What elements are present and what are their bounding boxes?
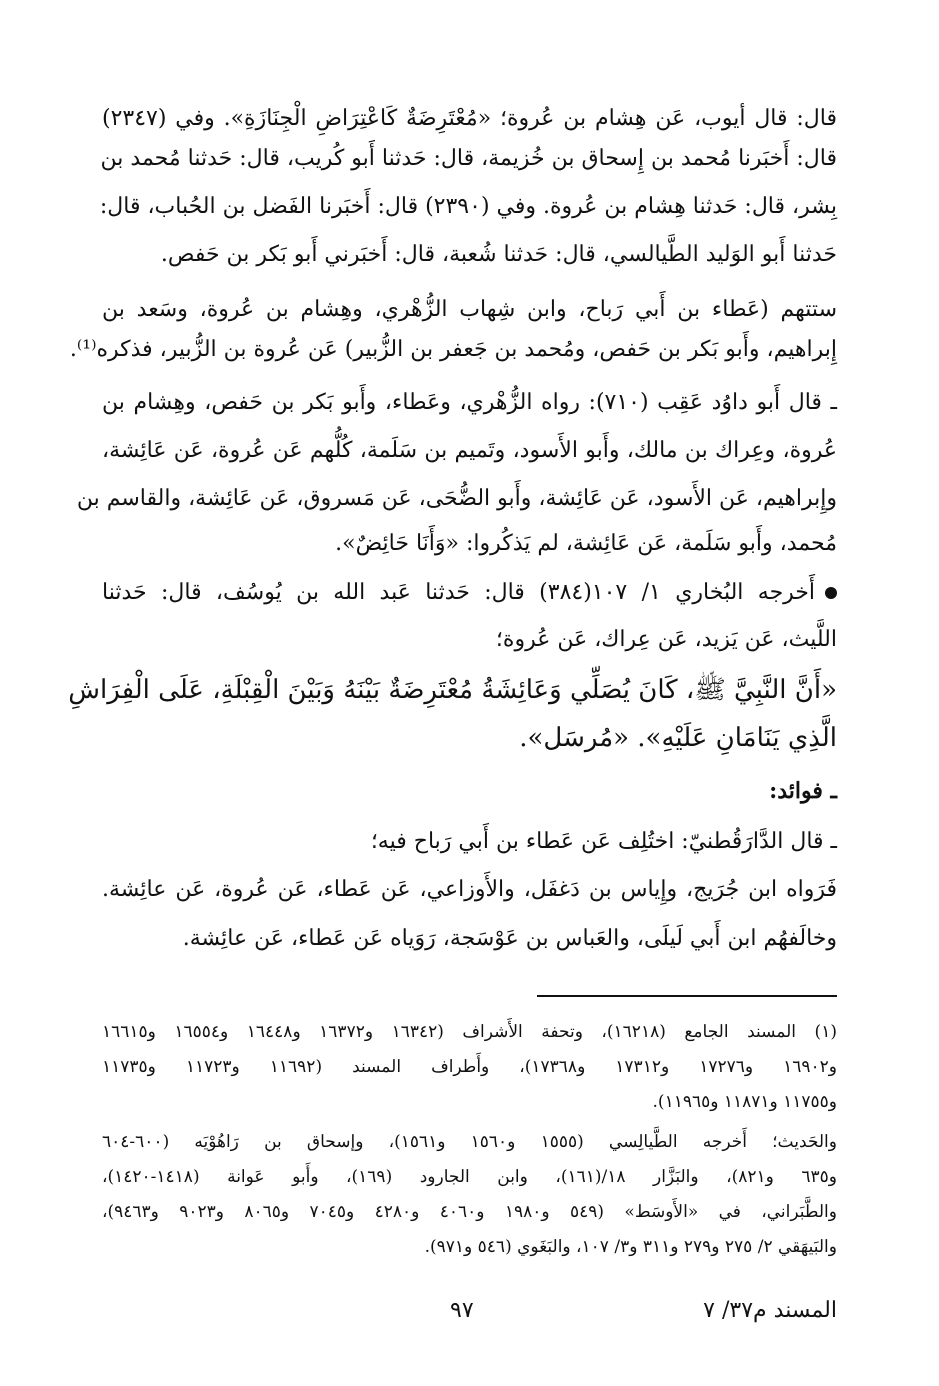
- fawaid-heading: ـ فوائد:: [769, 778, 837, 804]
- footnote-line-7: والبَيهَقي ٢/ ٢٧٥ و٢٧٩ و٣١١ و٣/ ١٠٧، والبَغَوي (٥٤٦ و٩٧١).: [424, 1237, 837, 1257]
- body-line-fawaid-2: فَرَواه ابن جُرَيج، وإِياس بن دَغفَل، والأَوزاعي، عَن عَطاء، عَن عُروة، عَن عائِشة.: [102, 877, 837, 902]
- body-line-4: حَدثنا أَبو الوَليد الطَّيالسي، قال: حَدثنا شُعبة، قال: أَخبَرني أَبو بَكر بن حَفص.: [160, 242, 837, 267]
- footnote-line-3: و١١٧٥٥ و١١٨٧١ و١١٩٦٥).: [652, 1092, 837, 1112]
- footnote-line-4: والحَديث؛ أَخرجه الطَّيالِسي (١٥٥٥ و١٥٦٠ و١٥٦١)، وإسحاق بن رَاهُوْيَه (٦٠٠-٦٠٤: [102, 1132, 837, 1152]
- body-line-3: بِشر، قال: حَدثنا هِشام بن عُروة. وفي (٢٣٩٠) قال: أَخبَرنا الفَضل بن الحُباب، قال:: [99, 194, 837, 219]
- hadith-text-line-1: «أَنَّ النَّبِيَّ ﷺ، كَانَ يُصَلِّي وَعَائِشَةُ مُعْتَرِضَةٌ بَيْنَهُ وَبَيْنَ الْقِبْلَةِ، عَلَى الْفِرَاشِ: [68, 675, 837, 705]
- body-line-1: قال: قال أيوب، عَن هِشام بن عُروة؛ «مُعْتَرِضَةٌ كَاعْتِرَاضِ الْجِنَازَةِ». وفي (٢٣٤٧): [102, 106, 837, 131]
- volume-signature: المسند م٣٧/ ٧: [703, 1298, 837, 1323]
- body-line-2: قال: أَخبَرنا مُحمد بن إِسحاق بن خُزيمة، قال: حَدثنا أَبو كُريب، قال: حَدثنا مُحمد بن: [100, 146, 837, 171]
- footnote-line-2: و١٦٩٠٢ و١٧٢٧٦ و١٧٣١٢ و١٧٣٦٨)، وأَطراف المسند (١١٦٩٢ و١١٧٢٣ و١١٧٣٥: [102, 1057, 837, 1077]
- body-line-9: وإِبراهيم، عَن الأَسود، عَن عَائِشة، وأَبو الضُّحَى، عَن مَسروق، عَن عَائِشة، والقاسم بن: [76, 486, 837, 511]
- body-line-6: إِبراهيم، وأَبو بَكر بن حَفص، ومُحمد بن جَعفر بن الزُّبير) عَن عُروة بن الزُّبير، فذكره⁽¹⁾.: [69, 337, 837, 362]
- bullet-icon: [825, 587, 837, 599]
- page-number: ٩٧: [450, 1298, 474, 1323]
- body-line-fawaid-1: ـ قال الدَّارَقُطنيّ: اختُلِف عَن عَطاء بن أَبي رَباح فيه؛: [370, 829, 837, 854]
- hadith-text-line-2: الَّذِي يَنَامَانِ عَلَيْهِ». «مُرسَل».: [519, 723, 837, 753]
- footnote-line-5: و٦٣٥ و٨٢١)، والبَزَّار ١٨/(١٦١)، وابن الجارود (١٦٩)، وأَبو عَوانة (١٤١٨-١٤٢٠)،: [102, 1167, 837, 1187]
- body-line-7: ـ قال أَبو داوُد عَقِب (٧١٠): رواه الزُّهْري، وعَطاء، وأَبو بَكر بن حَفص، وهِشام بن: [102, 390, 837, 415]
- takhrij-line-1-text: أَخرجه البُخاري ١/ ١٠٧(٣٨٤) قال: حَدثنا عَبد الله بن يُوسُف، قال: حَدثنا: [102, 580, 816, 605]
- body-line-5: ستتهم (عَطاء بن أَبي رَباح، وابن شِهاب الزُّهْري، وهِشام بن عُروة، وسَعد بن: [102, 297, 837, 322]
- body-line-fawaid-3: وخالَفهُم ابن أَبي لَيلَى، والعَباس بن عَوْسَجة، رَوَياه عَن عَطاء، عَن عائِشة.: [182, 926, 837, 951]
- footnote-line-1: (١) المسند الجامع (١٦٢١٨)، وتحفة الأَشراف (١٦٣٤٢ و١٦٣٧٢ و١٦٤٤٨ و١٦٥٥٤ و١٦٦١٥: [102, 1022, 837, 1042]
- takhrij-line-1: [102, 576, 837, 610]
- body-line-8: عُروة، وعِراك بن مالك، وأَبو الأَسود، وتَميم بن سَلَمة، كُلُّهم عَن عُروة، عَن عَائِشة،: [102, 438, 837, 463]
- footnote-separator: [537, 995, 837, 997]
- takhrij-line-2: اللَّيث، عَن يَزيد، عَن عِراك، عَن عُروة؛: [495, 627, 837, 652]
- body-line-10: مُحمد، وأَبو سَلَمة، عَن عَائِشة، لم يَذكُروا: «وَأَنَا حَائِضٌ».: [335, 531, 837, 556]
- footnote-line-6: والطَّبَراني، في «الأَوسَط» (٥٤٩ و١٩٨٠ و٤٠٦٠ و٤٢٨٠ و٧٠٤٥ و٨٠٦٥ و٩٠٢٣ و٩٤٦٣)،: [102, 1202, 837, 1222]
